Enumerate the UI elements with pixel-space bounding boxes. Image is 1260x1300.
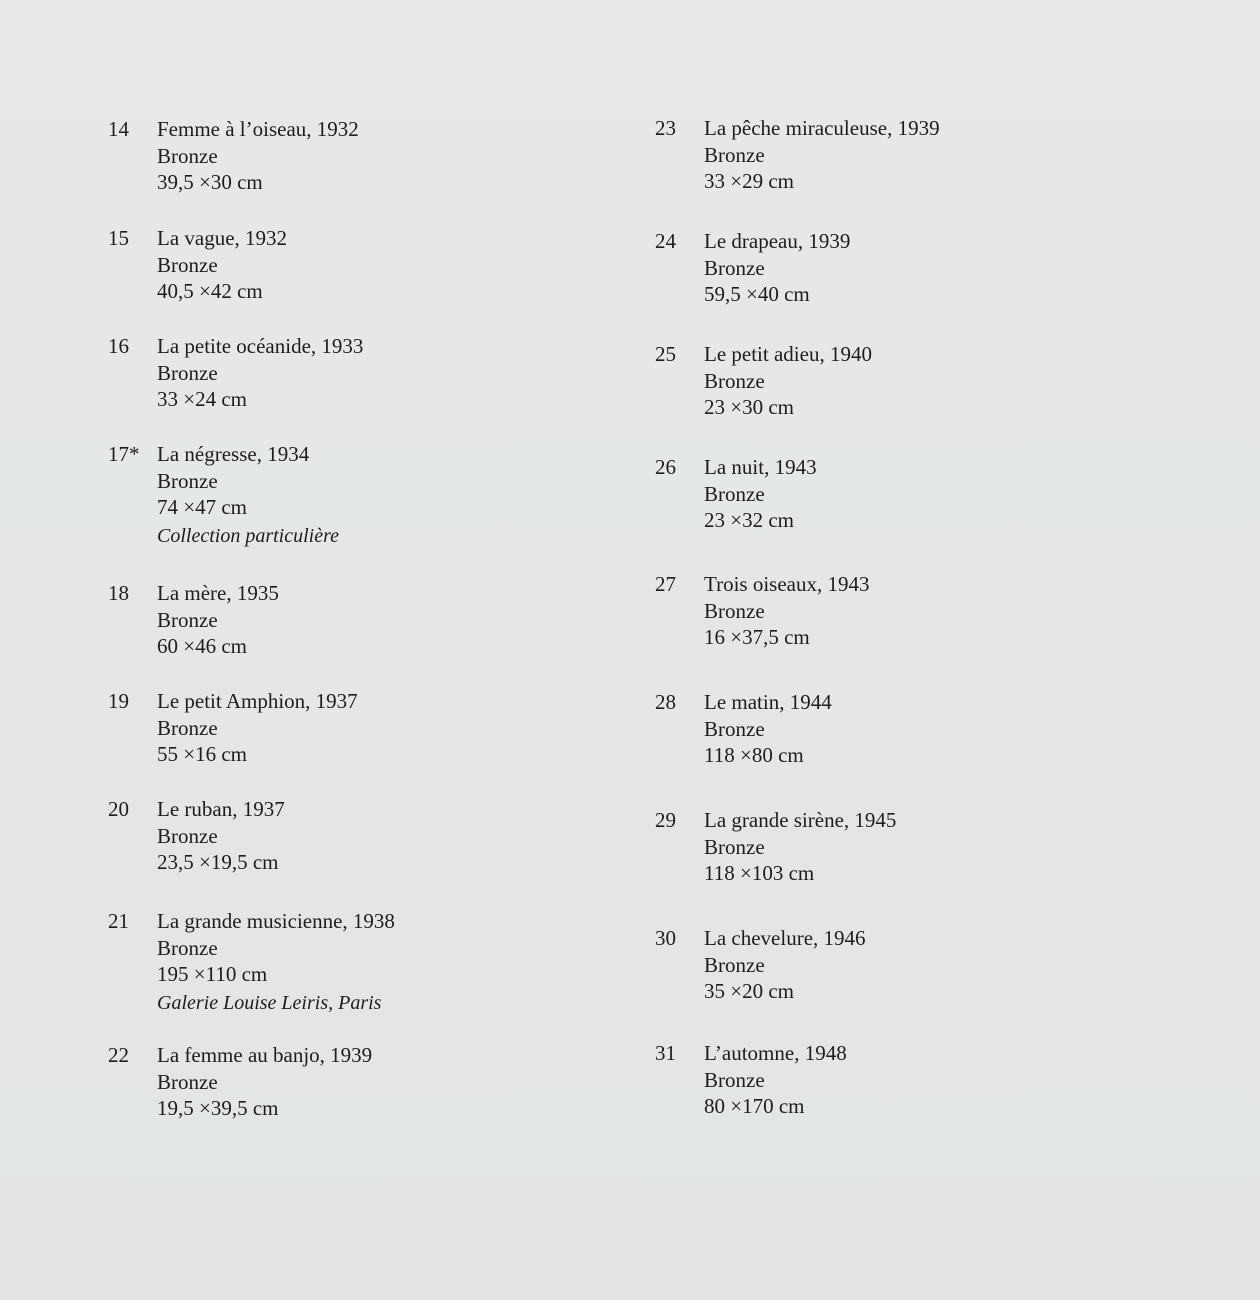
- entry-collection: Collection particulière: [157, 524, 340, 547]
- entry-title: La petite océanide, 1933: [157, 334, 364, 358]
- entry-title: La grande sirène, 1945: [704, 808, 897, 832]
- entry-number: 17*: [108, 442, 140, 466]
- entry-number: 28: [655, 690, 676, 714]
- entry-title: La vague, 1932: [157, 226, 288, 250]
- entry-title: Le petit adieu, 1940: [704, 342, 872, 366]
- entry-number: 18: [108, 581, 129, 605]
- entry-material: Bronze: [704, 481, 765, 506]
- entry-title: Le drapeau, 1939: [704, 229, 851, 253]
- entry-number: 29: [655, 808, 676, 832]
- entry-dimensions: 55 ×16 cm: [157, 742, 247, 766]
- entry-title: La grande musicienne, 1938: [157, 909, 395, 933]
- entry-dimensions: 23 ×30 cm: [704, 395, 794, 419]
- entry-dimensions: 33 ×24 cm: [157, 387, 247, 411]
- entry-title: Le matin, 1944: [704, 690, 832, 714]
- entry-dimensions: 118 ×80 cm: [704, 743, 804, 767]
- entry-title: L’automne, 1948: [704, 1041, 847, 1065]
- entry-material: Bronze: [704, 716, 765, 741]
- entry-number: 26: [655, 455, 676, 479]
- entry-collection: Galerie Louise Leiris, Paris: [157, 991, 382, 1014]
- entry-number: 14: [108, 117, 129, 141]
- entry-title: Le petit Amphion, 1937: [157, 689, 358, 713]
- entry-title: Trois oiseaux, 1943: [704, 572, 870, 596]
- entry-material: Bronze: [704, 1067, 765, 1092]
- entry-material: Bronze: [157, 143, 218, 168]
- entry-dimensions: 35 ×20 cm: [704, 979, 794, 1003]
- entry-number: 23: [655, 116, 676, 140]
- entry-title: La négresse, 1934: [157, 442, 310, 466]
- entry-title: Le ruban, 1937: [157, 797, 285, 821]
- entry-number: 15: [108, 226, 129, 250]
- entry-dimensions: 118 ×103 cm: [704, 861, 815, 885]
- entry-dimensions: 59,5 ×40 cm: [704, 282, 810, 306]
- entry-dimensions: 74 ×47 cm: [157, 495, 247, 519]
- entry-number: 27: [655, 572, 676, 596]
- entry-title: Femme à l’oiseau, 1932: [157, 117, 359, 141]
- entry-number: 19: [108, 689, 129, 713]
- entry-dimensions: 40,5 ×42 cm: [157, 279, 263, 303]
- entry-dimensions: 60 ×46 cm: [157, 634, 247, 658]
- entry-number: 31: [655, 1041, 676, 1065]
- entry-material: Bronze: [157, 1069, 218, 1094]
- entry-dimensions: 16 ×37,5 cm: [704, 625, 810, 649]
- entry-title: La chevelure, 1946: [704, 926, 866, 950]
- entry-number: 22: [108, 1043, 129, 1067]
- entry-number: 30: [655, 926, 676, 950]
- entry-title: La femme au banjo, 1939: [157, 1043, 373, 1067]
- entry-material: Bronze: [157, 607, 218, 632]
- entry-dimensions: 195 ×110 cm: [157, 962, 268, 986]
- entry-material: Bronze: [704, 255, 765, 280]
- entry-material: Bronze: [704, 368, 765, 393]
- entry-number: 25: [655, 342, 676, 366]
- entry-material: Bronze: [704, 952, 765, 977]
- entry-number: 24: [655, 229, 676, 253]
- entry-title: La nuit, 1943: [704, 455, 817, 479]
- entry-dimensions: 23,5 ×19,5 cm: [157, 850, 279, 874]
- entry-number: 21: [108, 909, 129, 933]
- entry-number: 20: [108, 797, 129, 821]
- entry-material: Bronze: [704, 142, 765, 167]
- entry-dimensions: 33 ×29 cm: [704, 169, 794, 193]
- entry-title: La mère, 1935: [157, 581, 279, 605]
- entry-title: La pêche miraculeuse, 1939: [704, 116, 940, 140]
- entry-material: Bronze: [157, 715, 218, 740]
- entry-material: Bronze: [157, 935, 218, 960]
- entry-number: 16: [108, 334, 129, 358]
- entry-material: Bronze: [704, 834, 765, 859]
- entry-dimensions: 80 ×170 cm: [704, 1094, 805, 1118]
- entry-dimensions: 39,5 ×30 cm: [157, 170, 263, 194]
- entry-material: Bronze: [157, 823, 218, 848]
- entry-material: Bronze: [157, 468, 218, 493]
- entry-dimensions: 23 ×32 cm: [704, 508, 794, 532]
- entry-dimensions: 19,5 ×39,5 cm: [157, 1096, 279, 1120]
- entry-material: Bronze: [157, 252, 218, 277]
- entry-material: Bronze: [704, 598, 765, 623]
- entry-material: Bronze: [157, 360, 218, 385]
